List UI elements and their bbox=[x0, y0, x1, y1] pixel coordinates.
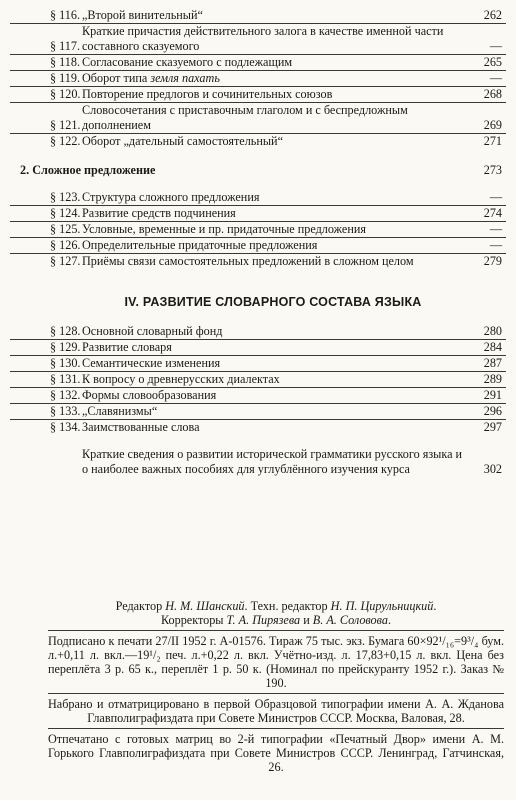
correctors-line bbox=[48, 613, 504, 627]
editor-line bbox=[48, 599, 504, 613]
page-number: 280 bbox=[483, 324, 502, 338]
page-number: 268 bbox=[483, 87, 502, 101]
section-title: Оборот „дательный самостоятельный“ bbox=[82, 134, 283, 148]
page-number: 302 bbox=[483, 462, 502, 476]
section-number: § 129. bbox=[50, 340, 81, 354]
section-title: Основной словарный фонд bbox=[82, 324, 223, 338]
punctuation: . bbox=[387, 613, 391, 627]
page-number: — bbox=[489, 71, 502, 85]
chapter-title: 2. Сложное предложение bbox=[20, 163, 156, 177]
section-number: § 128. bbox=[50, 324, 81, 338]
section-title: К вопросу о древнерусских диалектах bbox=[82, 372, 280, 386]
section-number: § 122. bbox=[50, 134, 81, 148]
page-number: 297 bbox=[483, 420, 502, 434]
toc-entry-128 bbox=[10, 324, 506, 340]
section-number: § 125. bbox=[50, 222, 81, 236]
conjunction: и bbox=[300, 613, 313, 627]
section-title: Приёмы связи самостоятельных предложений в сложном целом bbox=[82, 254, 414, 268]
page-number: 271 bbox=[483, 134, 502, 148]
chapter-heading-complex-sentence bbox=[10, 163, 506, 178]
page-number: 296 bbox=[483, 404, 502, 418]
page-number: 274 bbox=[483, 206, 502, 220]
editor-label: Редактор bbox=[115, 599, 166, 613]
section-title: Развитие средств подчинения bbox=[82, 206, 236, 220]
section-title: „Второй винительный“ bbox=[82, 8, 203, 22]
typesetting-info: Набрано и отматрицировано в первой Образцовой типографии имени А. А. Жданова Главполиграфиздата при Совете Министров СССР. Москва, Валовая, 28. bbox=[48, 693, 504, 728]
toc-entry-127 bbox=[10, 254, 506, 269]
page-number: 279 bbox=[483, 254, 502, 268]
punctuation: . bbox=[433, 599, 437, 613]
section-number: § 126. bbox=[50, 238, 81, 252]
printing-info: Отпечатано с готовых матриц во 2-й типографии «Печатный Двор» имени А. М. Горького Главполиграфиздата при Совете Министров СССР. Ленинград, Гатчинская, 26. bbox=[48, 728, 504, 777]
colophon bbox=[48, 596, 504, 777]
corrector-name: Т. А. Пирязева bbox=[226, 613, 301, 627]
editor-name: Н. М. Шанский bbox=[165, 599, 245, 613]
page-number: 262 bbox=[483, 8, 502, 22]
section-title: „Славянизмы“ bbox=[82, 404, 158, 418]
page-number: 287 bbox=[483, 356, 502, 370]
editors-block bbox=[48, 596, 504, 630]
section-title: Заимствованные слова bbox=[82, 420, 200, 434]
section-number: § 131. bbox=[50, 372, 81, 386]
part-heading: IV. РАЗВИТИЕ СЛОВАРНОГО СОСТАВА ЯЗЫКА bbox=[124, 295, 422, 309]
page-number: 284 bbox=[483, 340, 502, 354]
table-of-contents bbox=[10, 8, 506, 477]
toc-entry-130 bbox=[10, 356, 506, 372]
correctors-label: Корректоры bbox=[160, 613, 227, 627]
toc-entry-119 bbox=[10, 71, 506, 87]
toc-entry-123 bbox=[10, 190, 506, 206]
toc-entry-116 bbox=[10, 8, 506, 24]
page-number: 269 bbox=[483, 118, 502, 132]
section-number: § 130. bbox=[50, 356, 81, 370]
toc-entry-120 bbox=[10, 87, 506, 103]
section-title: Определительные придаточные предложения bbox=[82, 238, 318, 252]
section-number: § 124. bbox=[50, 206, 81, 220]
section-number: § 132. bbox=[50, 388, 81, 402]
section-title: Краткие причастия действительного залога в качестве именной части составного сказуемого bbox=[82, 24, 444, 53]
page-number: 265 bbox=[483, 55, 502, 69]
page-number: — bbox=[489, 238, 502, 252]
toc-entry-summary bbox=[10, 447, 506, 477]
page-number: — bbox=[489, 39, 502, 53]
section-title: Развитие словаря bbox=[82, 340, 172, 354]
toc-entry-129 bbox=[10, 340, 506, 356]
section-title: Структура сложного предложения bbox=[82, 190, 260, 204]
toc-entry-117 bbox=[10, 24, 506, 55]
section-number: § 119. bbox=[50, 71, 81, 85]
toc-entry-126 bbox=[10, 238, 506, 254]
tech-editor-label: . Техн. редактор bbox=[244, 599, 331, 613]
toc-entry-125 bbox=[10, 222, 506, 238]
page-number: 289 bbox=[483, 372, 502, 386]
page-number: — bbox=[489, 222, 502, 236]
page-number: 291 bbox=[483, 388, 502, 402]
toc-entry-132 bbox=[10, 388, 506, 404]
toc-entry-133 bbox=[10, 404, 506, 420]
section-title: Формы словообразования bbox=[82, 388, 217, 402]
section-number: § 123. bbox=[50, 190, 81, 204]
toc-entry-124 bbox=[10, 206, 506, 222]
section-title: Согласование сказуемого с подлежащим bbox=[82, 55, 293, 69]
toc-entry-118 bbox=[10, 55, 506, 71]
tech-editor-name: Н. П. Цирульницкий bbox=[330, 599, 434, 613]
section-title-emphasis: земля пахать bbox=[150, 71, 220, 85]
toc-entry-121 bbox=[10, 103, 506, 134]
section-number: § 117. bbox=[50, 39, 81, 53]
page-number: — bbox=[489, 190, 502, 204]
section-number: § 121. bbox=[50, 118, 81, 132]
section-title: Словосочетания с приставочным глаголом и с беспредложным дополнением bbox=[82, 103, 408, 132]
section-title-text: Оборот типа bbox=[82, 71, 151, 85]
section-number: § 116. bbox=[50, 8, 81, 22]
section-number: § 120. bbox=[50, 87, 81, 101]
section-number: § 133. bbox=[50, 404, 81, 418]
toc-entry-134 bbox=[10, 420, 506, 435]
section-title: Краткие сведения о развитии исторической грамматики русского языка и о наиболее важных пособиях для углублённого изучения курса bbox=[82, 447, 463, 476]
toc-entry-131 bbox=[10, 372, 506, 388]
section-title: Семантические изменения bbox=[82, 356, 221, 370]
section-number: § 118. bbox=[50, 55, 81, 69]
page-number: 273 bbox=[483, 163, 502, 177]
corrector-name: В. А. Соловова bbox=[312, 613, 388, 627]
toc-entry-122 bbox=[10, 134, 506, 149]
section-title: Условные, временные и пр. придаточные предложения bbox=[82, 222, 366, 236]
section-title: Повторение предлогов и сочинительных союзов bbox=[82, 87, 333, 101]
section-number: § 134. bbox=[50, 420, 81, 434]
section-number: § 127. bbox=[50, 254, 81, 268]
section-title bbox=[82, 71, 506, 86]
print-specifications: Подписано к печати 27/II 1952 г. А-01576. Тираж 75 тыс. экз. Бумага 60×92¹/₁₆=9³/₄ бум. л.+0,11 л. вкл.—19¹/₂ печ. л.+0,22 л. вкл. Учётно-изд. л. 17,83+0,15 л. вкл. Цена без переплёта 3 р. 65 к., переплёт 1 р. 50 к. (Номинал по прейскуранту 1952 г.). Заказ № 190. bbox=[48, 630, 504, 693]
